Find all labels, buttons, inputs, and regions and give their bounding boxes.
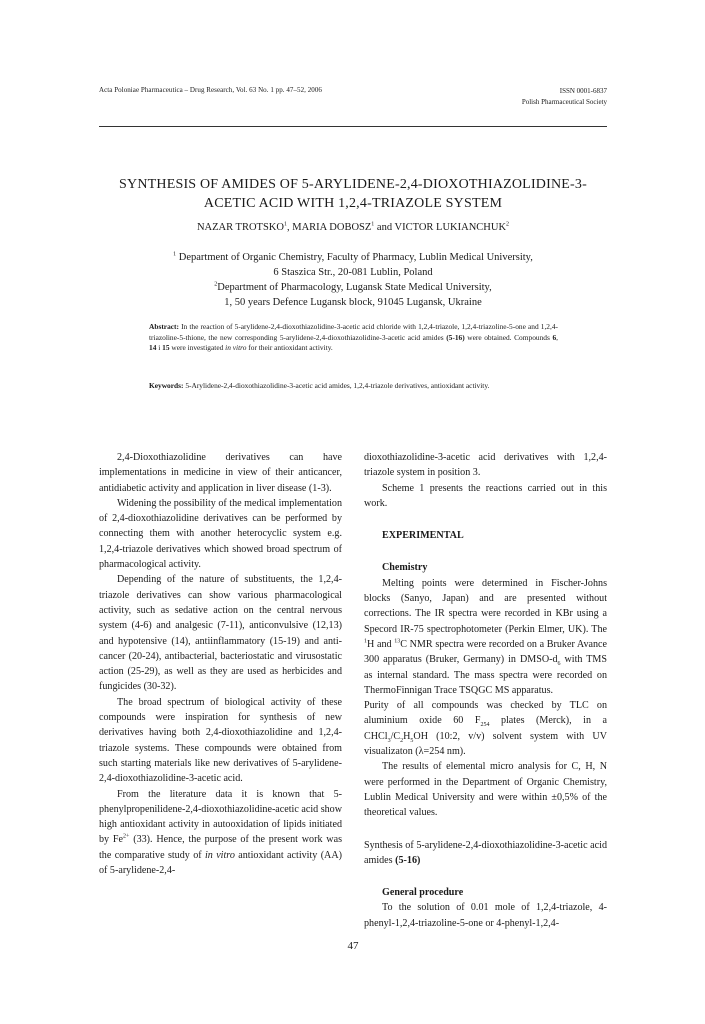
left-column	[99, 450, 342, 878]
page-number: 47	[347, 940, 359, 952]
procedure-title: Synthesis of 5-arylidene-2,4-dioxothiazolidine-3-acetic acid amides (5-16)	[364, 839, 607, 866]
subsection-heading: Chemistry	[382, 562, 428, 574]
abstract: Abstract: In the reaction of 5-arylidene-2,4-dioxothiazolidine-3-acetic acid chloride with 1,2,4-triazole, 1,2,4-triazoline-5-one and 1,2,4-triazoline-5-thione, the new corresponding 5-arylidene-2,4-dioxothiazolidine-3-acetic acid amides (5-16) were obtained. Compounds 6, 14 i 15 were investigated in vitro for their antioxidant activity.	[149, 322, 558, 353]
affiliations	[99, 250, 607, 310]
affiliation-line: $^1$ Department of Organic Chemistry, Faculty of Pharmacy, Lublin Medical University,	[173, 251, 533, 263]
keywords-label: Keywords:	[149, 381, 184, 390]
body-paragraph: dioxothiazolidine-3-acetic acid derivatives with 1,2,4-triazole system in position 3.	[364, 452, 607, 479]
body-paragraph: 2,4-Dioxothiazolidine derivatives can have implementations in medicine in view of their anticancer, antidiabetic activity and application in liver disease (1-3).	[99, 452, 342, 494]
journal-citation: Acta Poloniae Pharmaceutica – Drug Research, Vol. 63 No. 1 pp. 47–52, 2006	[99, 86, 322, 94]
affiliation-line: 6 Staszica Str., 20-081 Lublin, Poland	[273, 267, 433, 278]
author-affil-mark: 2	[506, 221, 510, 228]
section-heading: EXPERIMENTAL	[382, 530, 464, 542]
author-name: MARIA DOBOSZ	[292, 222, 372, 233]
title-line: ACETIC ACID WITH 1,2,4-TRIAZOLE SYSTEM	[203, 196, 503, 211]
body-paragraph: The results of elemental micro analysis for C, H, N were performed in the Department of Organic Chemistry, Lublin Medical University and were within ±0,5% of the theoretical values.	[364, 761, 607, 819]
header-rule	[99, 126, 607, 127]
body-paragraph: From the literature data it is known that 5-phenylpropenilidene-2,4-dioxothiazolidine-acetic acid show high antioxidant activity in autooxidation of lipids initiated by $Fe^{2+}$ (33). Hence, the purpose of the present work was the comparative study of in vitro antioxidant activity (AA) of 5-arylidene-2,4-	[99, 788, 343, 877]
keywords: Keywords: 5-Arylidene-2,4-dioxothiazolidine-3-acetic acid amides, 1,2,4-triazole derivatives, antioxidant activity.	[149, 381, 490, 390]
author-affil-mark: 1	[371, 221, 375, 228]
author-name: VICTOR LUKIANCHUK	[394, 222, 507, 233]
body-paragraph: To the solution of 0.01 mole of 1,2,4-triazole, 4-phenyl-1,2,4-triazoline-5-one or 4-phenyl-1,2,4-	[364, 902, 607, 929]
paper-title	[99, 175, 607, 213]
body-paragraph: Purity of all compounds was checked by TLC on aluminium oxide 60 $F_{254}$ plates (Merck), in a $CHCl_3/C_2H_5OH$ (10:2, v/v) solvent system with UV visualizaton (λ=254 nm).	[364, 700, 607, 758]
author-affil-mark: 1	[283, 221, 287, 228]
body-paragraph: Widening the possibility of the medical implementation of 2,4-dioxothiazolidine derivatives can be performed by connecting them with another heterocyclic system e.g. 1,2,4-triazole derivatives which showed broad spectrum of pharmacological activity.	[99, 497, 342, 571]
right-column	[364, 450, 607, 931]
affiliation-line: 1, 50 years Defence Lugansk block, 91045 Lugansk, Ukraine	[224, 297, 482, 308]
body-paragraph: The broad spectrum of biological activity of these compounds were inspiration for synthesis of new derivatives having both 2,4-dioxothiazolidine and 1,2,4-triazole systems. These compounds were obtained from such starting materials like new derivatives of 5-arylidene-2,4-dioxothiazolidine-3-acetic acid.	[99, 696, 342, 785]
author-name: NAZAR TROTSKO	[196, 222, 284, 233]
subsection-heading: General procedure	[382, 887, 464, 899]
title-line: SYNTHESIS OF AMIDES OF 5-ARYLIDENE-2,4-DIOXOTHIAZOLIDINE-3-	[119, 177, 587, 192]
issn: ISSN 0001-6837	[559, 87, 607, 95]
society-name: Polish Pharmaceutical Society	[521, 98, 607, 106]
abstract-label: Abstract:	[149, 322, 179, 331]
journal-info	[522, 86, 607, 108]
affiliation-line: $^2$Department of Pharmacology, Lugansk State Medical University,	[214, 281, 492, 293]
body-paragraph: Scheme 1 presents the reactions carried out in this work.	[364, 482, 607, 509]
body-paragraph: Melting points were determined in Fischer-Johns blocks (Sanyo, Japan) and are presented without corrections. The IR spectra were recorded in KBr using a Specord IR-75 spectrophotometer (Perkin Elmer, UK). The $^1$H and $^{13}$C NMR spectra were recorded on a Bruker Avance 300 apparatus (Bruker, Germany) in DMSO-$d_6$ with TMS as internal standard. The mass spectra were recorded on ThermoFinnigan Trace TSQGC MS apparatus.	[364, 577, 608, 696]
author-list: NAZAR TROTSKO$^1$, MARIA DOBOSZ$^1$ and VICTOR LUKIANCHUK$^2$	[196, 221, 510, 233]
body-paragraph: Depending of the nature of substituents, the 1,2,4-triazole derivatives can show various pharmacological activity, such as sedative action on the central nervous system (4-6) and analgesic (7-11), anticonvulsive (12,13) and hypotensive (14), antiinflammatory (15-19) and anti-cancer (20-24), antibacterial, bacteriostatic and virusostatic action (25-29), as well as they are used as herbicides and fungicides (30-32).	[99, 574, 342, 693]
